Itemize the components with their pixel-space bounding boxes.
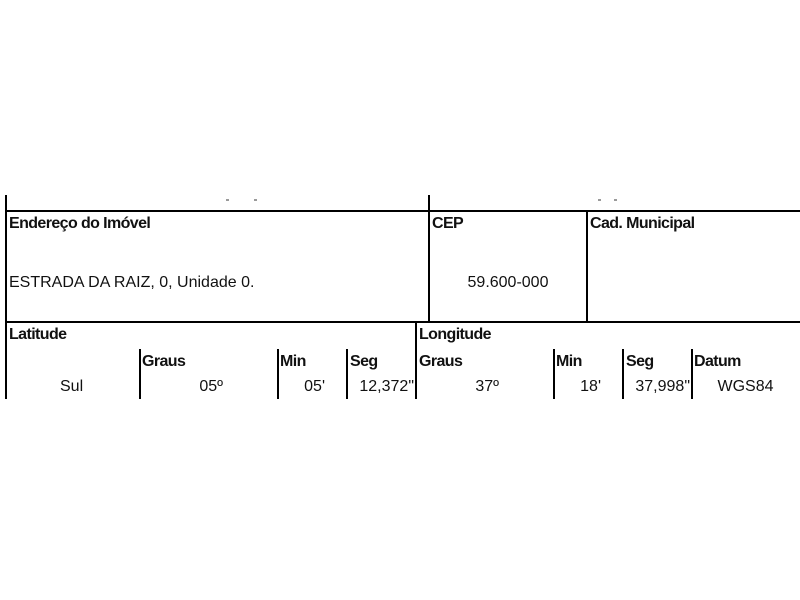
left-border bbox=[5, 210, 7, 400]
lat-seg-value: 12,372" bbox=[359, 378, 414, 395]
divider-address-cep bbox=[428, 210, 430, 322]
address-value: ESTRADA DA RAIZ, 0, Unidade 0. bbox=[9, 274, 255, 291]
cropped-text-remnant bbox=[254, 199, 257, 201]
cep-value: 59.600-000 bbox=[467, 274, 549, 291]
middle-border bbox=[5, 321, 800, 323]
long-graus-value: 37º bbox=[475, 378, 499, 395]
long-min-value: 18' bbox=[580, 378, 601, 395]
longitude-label: Longitude bbox=[419, 326, 491, 343]
cropped-text-remnant bbox=[226, 199, 229, 201]
top-stub-middle bbox=[428, 195, 430, 211]
crop-mask bbox=[0, 399, 800, 600]
long-seg-header: Seg bbox=[626, 353, 654, 370]
long-datum-header: Datum bbox=[694, 353, 741, 370]
divider-cep-cad bbox=[586, 210, 588, 322]
cropped-text-remnant bbox=[614, 199, 617, 201]
long-graus-header: Graus bbox=[419, 353, 463, 370]
lat-min-header: Min bbox=[280, 353, 306, 370]
cad-municipal-label: Cad. Municipal bbox=[590, 215, 695, 232]
lat-min-value: 05' bbox=[304, 378, 325, 395]
lat-graus-header: Graus bbox=[142, 353, 186, 370]
cropped-text-remnant bbox=[598, 199, 601, 201]
top-stub-left bbox=[5, 195, 7, 211]
top-border bbox=[5, 210, 800, 212]
cep-label: CEP bbox=[432, 215, 464, 232]
long-min-header: Min bbox=[556, 353, 582, 370]
lat-hemisphere: Sul bbox=[60, 378, 84, 395]
lat-graus-value: 05º bbox=[199, 378, 223, 395]
long-datum-value: WGS84 bbox=[717, 378, 774, 395]
long-seg-value: 37,998" bbox=[635, 378, 690, 395]
address-label: Endereço do Imóvel bbox=[9, 215, 151, 232]
lat-seg-header: Seg bbox=[350, 353, 378, 370]
latitude-label: Latitude bbox=[9, 326, 67, 343]
